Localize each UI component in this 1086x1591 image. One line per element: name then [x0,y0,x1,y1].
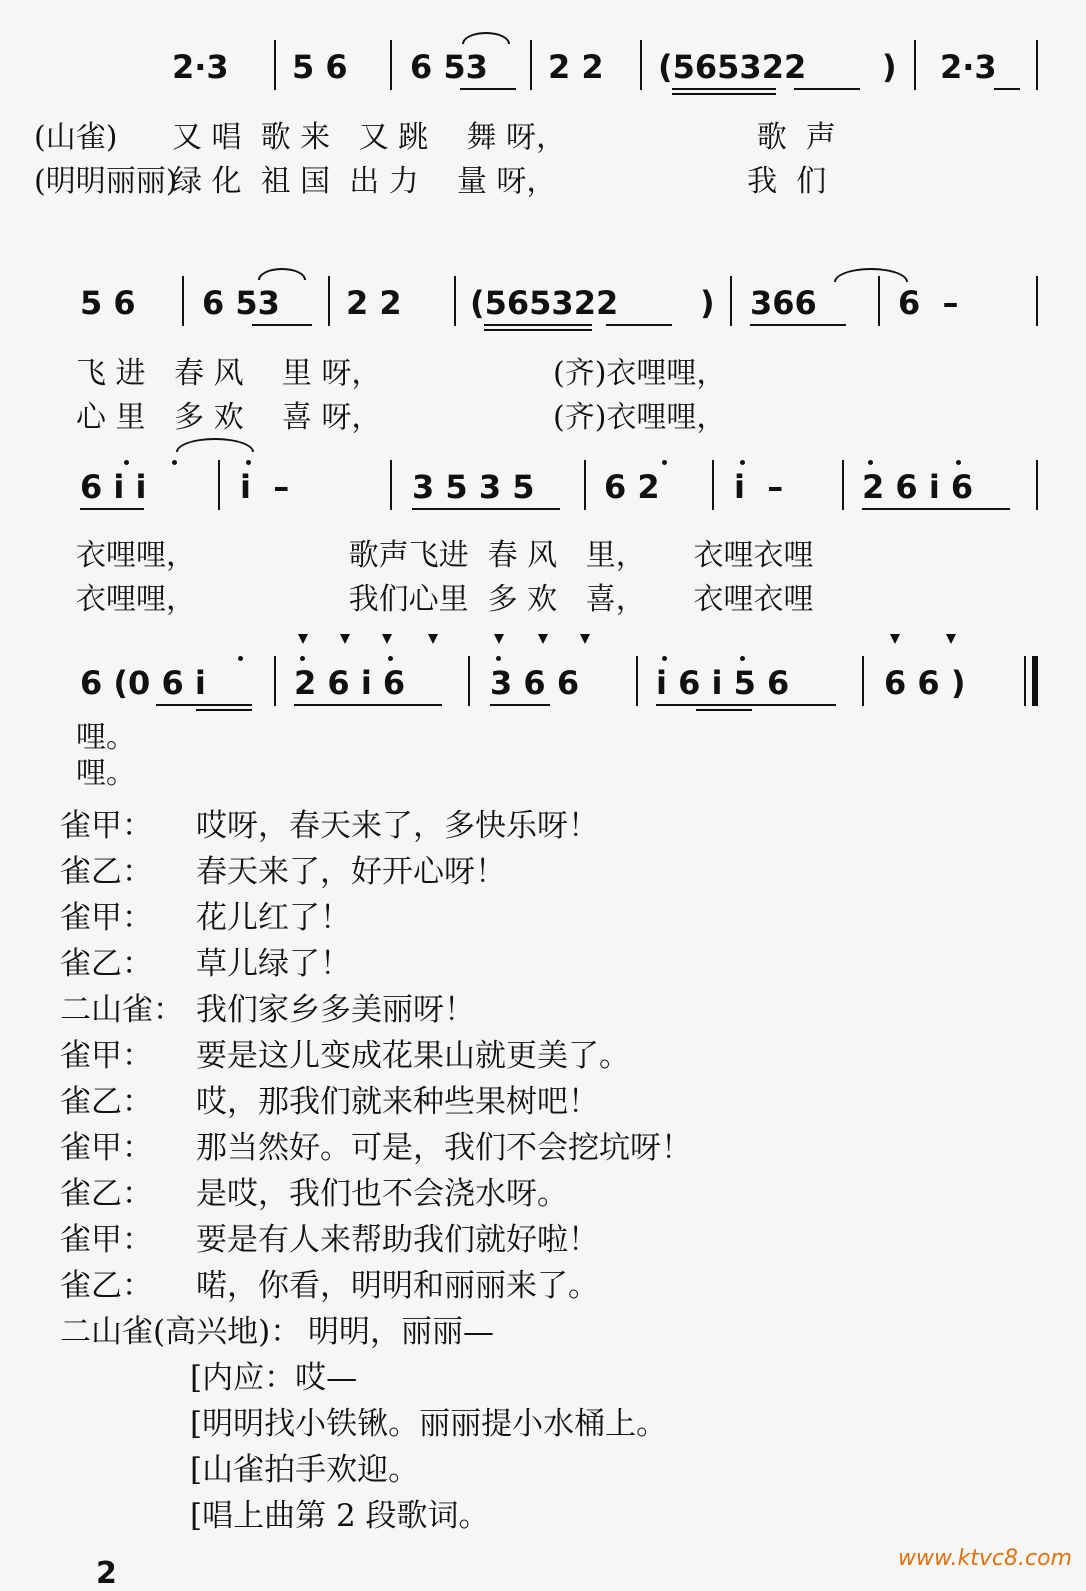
measure-1-4: 2 2 [548,48,604,86]
accent-mark [890,634,900,644]
page-number: 2 [96,1556,117,1591]
watermark: www.ktvc8.com [897,1546,1072,1571]
octave-dot [238,656,243,661]
lyric-line: 心 里 多 欢 喜 呀， (齐)衣哩哩， [76,400,727,435]
dialogue-line: 春天来了，好开心呀！ [196,854,506,890]
measure-3-5: i – [734,468,784,506]
accent-mark [580,634,590,644]
measure-1-5: (565322 [658,48,807,86]
measure-4-5: 6 6 ) [884,664,966,702]
accent-mark [298,634,308,644]
dialogue-line: 喏，你看，明明和丽丽来了。 [196,1268,599,1304]
measure-1-6: ) [882,48,897,86]
final-barline [1032,656,1038,706]
beam [794,88,860,90]
dialogue-line: 哎呀，春天来了，多快乐呀！ [196,808,599,844]
barline [1036,276,1038,326]
speaker: 二山雀： [60,992,184,1028]
lyric-line: 衣哩哩， 歌声飞进 春 风 里， 衣哩衣哩 [76,538,814,573]
octave-dot [124,460,129,465]
beam [484,324,592,326]
barline [862,656,864,706]
accent-mark [428,634,438,644]
octave-dot [956,460,961,465]
barline [636,656,638,706]
octave-dot [300,656,305,661]
beam [294,704,442,706]
speaker: 二山雀(高兴地)： [60,1314,302,1350]
beam [672,93,776,95]
dialogue-line: 是哎，我们也不会浇水呀。 [196,1176,568,1212]
speaker: 雀甲： [60,808,153,844]
dialogue-line: 草儿绿了！ [196,946,351,982]
beam [484,329,592,331]
beam [994,88,1020,90]
measure-3-6: 2 6 i 6 [862,468,974,506]
role-label: (明明丽丽) [34,164,178,199]
stage-direction: [唱上曲第 2 段歌词。 [190,1498,490,1534]
barline [1024,656,1026,706]
octave-dot [740,656,745,661]
dialogue-line: 明明，丽丽— [308,1314,494,1350]
octave-dot [496,656,501,661]
tie [258,268,306,280]
barline [468,656,470,706]
barline [878,276,880,326]
speaker: 雀乙： [60,1176,153,1212]
accent-mark [340,634,350,644]
barline [218,460,220,510]
tie [834,268,908,282]
speaker: 雀乙： [60,1084,153,1120]
barline [842,460,844,510]
octave-dot [388,656,393,661]
measure-2-5: ) [700,284,715,322]
barline [1036,460,1038,510]
beam [252,324,312,326]
beam [490,704,550,706]
barline [328,276,330,326]
beam [196,709,252,711]
measure-3-4: 6 2 [604,468,660,506]
speaker: 雀甲： [60,1222,153,1258]
tie [462,32,510,44]
measure-3-3: 3 5 3 5 [412,468,535,506]
lyric-line: 哩。 [76,756,136,791]
measure-2-1: 5 6 [80,284,136,322]
speaker: 雀甲： [60,1130,153,1166]
beam [672,88,776,90]
octave-dot [662,460,667,465]
measure-3-1: 6 i i [80,468,147,506]
dialogue-line: 花儿红了！ [196,900,351,936]
barline [390,460,392,510]
beam [696,709,752,711]
barline [274,40,276,90]
stage-direction: [内应：哎— [190,1360,358,1396]
lyric-line: 绿 化 祖 国 出 力 量 呀， 我 们 [172,164,827,199]
barline [712,460,714,510]
beam [156,704,252,706]
octave-dot [246,460,251,465]
measure-1-2: 5 6 [292,48,348,86]
speaker: 雀甲： [60,1038,153,1074]
barline [584,460,586,510]
measure-4-3: 3 6 6 [490,664,580,702]
beam [862,508,1010,510]
speaker: 雀甲： [60,900,153,936]
octave-dot [868,460,873,465]
lyric-line: 又 唱 歌 来 又 跳 舞 呀， 歌 声 [172,120,836,155]
measure-2-2: 6 53 [202,284,280,322]
accent-mark [946,634,956,644]
measure-4-1: 6 (0 6 i [80,664,206,702]
stage-direction: [山雀拍手欢迎。 [190,1452,420,1488]
measure-2-4: (565322 [470,284,619,322]
dialogue-line: 哎，那我们就来种些果树吧！ [196,1084,599,1120]
speaker: 雀乙： [60,1268,153,1304]
measure-4-2: 2 6 i 6 [294,664,406,702]
dialogue-line: 我们家乡多美丽呀！ [196,992,475,1028]
dialogue-line: 要是这儿变成花果山就更美了。 [196,1038,630,1074]
beam [750,324,846,326]
barline [182,276,184,326]
measure-1-7: 2·3 [940,48,997,86]
octave-dot [740,460,745,465]
lyric-line: 哩。 [76,720,136,755]
measure-2-3: 2 2 [346,284,402,322]
lyric-line: 飞 进 春 风 里 呀， (齐)衣哩哩， [76,356,727,391]
barline [530,40,532,90]
measure-4-4: i 6 i 5 6 [656,664,790,702]
stage-direction: [明明找小铁锹。丽丽提小水桶上。 [190,1406,668,1442]
barline [390,40,392,90]
speaker: 雀乙： [60,946,153,982]
barline [454,276,456,326]
dialogue-line: 要是有人来帮助我们就好啦！ [196,1222,599,1258]
speaker: 雀乙： [60,854,153,890]
measure-1-3: 6 53 [410,48,488,86]
octave-dot [662,656,667,661]
beam [460,88,516,90]
measure-2-6: 366 [750,284,817,322]
barline [640,40,642,90]
measure-3-2: i – [240,468,290,506]
measure-2-7: 6 – [898,284,959,322]
accent-mark [382,634,392,644]
barline [914,40,916,90]
barline [730,276,732,326]
octave-dot [172,460,177,465]
role-label: (山雀) [34,120,118,155]
beam [606,324,672,326]
accent-mark [538,634,548,644]
barline [1036,40,1038,90]
beam [80,508,144,510]
beam [412,508,560,510]
beam [656,704,836,706]
barline [274,656,276,706]
lyric-line: 衣哩哩， 我们心里 多 欢 喜， 衣哩衣哩 [76,582,814,617]
accent-mark [494,634,504,644]
tie [176,438,254,452]
dialogue-line: 那当然好。可是，我们不会挖坑呀！ [196,1130,692,1166]
measure-1-1: 2·3 [172,48,229,86]
